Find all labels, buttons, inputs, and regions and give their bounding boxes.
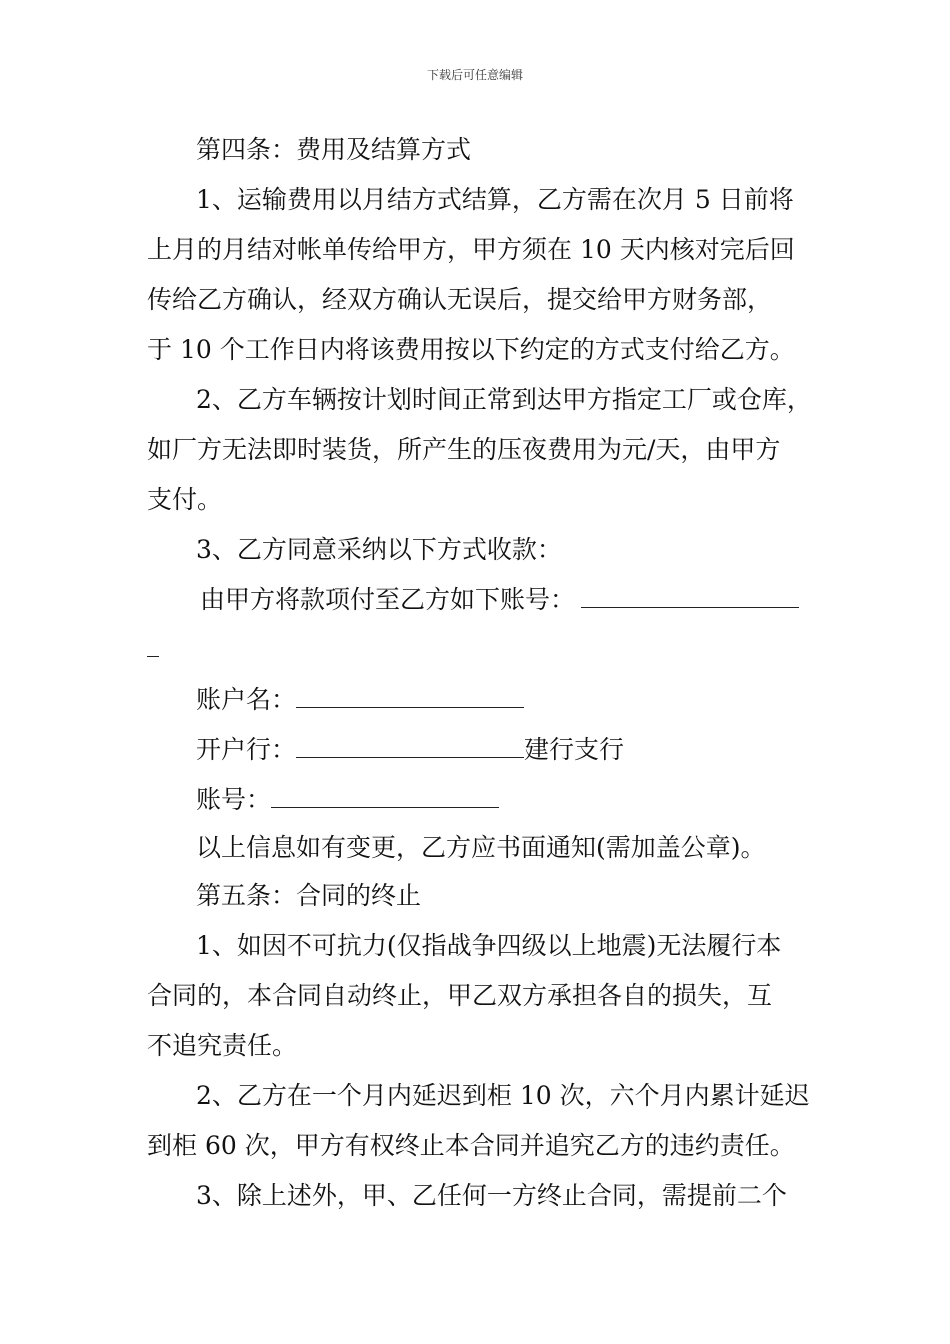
account-number-blank	[271, 785, 499, 808]
account-name-label: 账户名：	[196, 685, 297, 714]
article-4-p1-line4: 于 10 个工作日内将该费用按以下约定的方式支付给乙方。	[147, 335, 795, 364]
article-4-p2-line1: 2、乙方车辆按计划时间正常到达甲方指定工厂或仓库，	[196, 385, 812, 414]
article-5-p1-line2: 合同的，本合同自动终止，甲乙双方承担各自的损失，互	[147, 981, 773, 1010]
account-intro-blank	[581, 585, 799, 608]
article-5-p2-line2: 到柜 60 次，甲方有权终止本合同并追究乙方的违约责任。	[147, 1131, 795, 1160]
account-intro-line	[200, 584, 799, 616]
article-4-p2-line2: 如厂方无法即时装货，所产生的压夜费用为元/天，由甲方	[147, 435, 781, 464]
account-number-label: 账号：	[196, 785, 272, 814]
article-5-p1-line1: 1、如因不可抗力(仅指战争四级以上地震)无法履行本	[196, 931, 782, 960]
article-4-title: 第四条：费用及结算方式	[196, 135, 472, 164]
article-5-p3-line1: 3、除上述外，甲、乙任何一方终止合同，需提前二个	[196, 1181, 787, 1210]
article-4-p1-line1: 1、运输费用以月结方式结算，乙方需在次月 5 日前将	[196, 185, 794, 214]
bank-blank	[296, 735, 524, 758]
account-intro-blank-tail	[147, 656, 159, 657]
bank-label: 开户行：	[196, 735, 297, 764]
account-name-line	[196, 684, 524, 716]
account-intro: 由甲方将款项付至乙方如下账号：	[200, 585, 576, 614]
article-5-p2-line1: 2、乙方在一个月内延迟到柜 10 次，六个月内累计延迟	[196, 1081, 810, 1110]
bank-line	[196, 734, 624, 766]
article-4-p1-line3: 传给乙方确认，经双方确认无误后，提交给甲方财务部，	[147, 285, 773, 314]
account-number-line	[196, 784, 499, 816]
article-5-p1-line3: 不追究责任。	[147, 1031, 298, 1060]
article-4-p1-line2: 上月的月结对帐单传给甲方，甲方须在 10 天内核对完后回	[147, 235, 795, 264]
page-header: 下载后可任意编辑	[426, 68, 523, 82]
account-name-blank	[296, 685, 524, 708]
article-4-p3: 3、乙方同意采纳以下方式收款：	[196, 535, 562, 564]
article-5-title: 第五条：合同的终止	[196, 881, 422, 910]
bank-suffix: 建行支行	[524, 735, 625, 764]
article-4-p2-line3: 支付。	[147, 485, 223, 514]
change-notice: 以上信息如有变更，乙方应书面通知(需加盖公章)。	[196, 833, 766, 862]
